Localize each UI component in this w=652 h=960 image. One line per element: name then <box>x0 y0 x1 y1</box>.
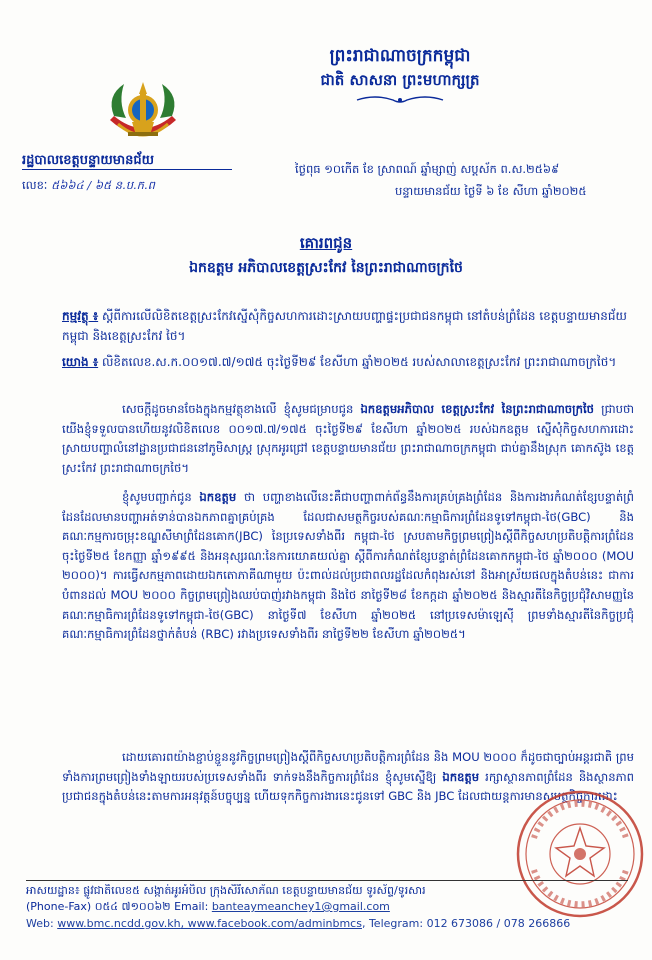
solar-date: បន្ទាយមានជ័យ ថ្ងៃទី ៦ ខែ សីហា ឆ្នាំ២០២៥ <box>395 184 587 198</box>
recipient-name: ឯកឧត្តម អភិបាលខេត្តស្រះកែវ នៃព្រះរាជាណាចក្រថៃ <box>189 260 463 276</box>
issuing-authority: រដ្ឋបាលខេត្តបន្ទាយមានជ័យ <box>22 153 155 168</box>
national-motto: ជាតិ សាសនា ព្រះមហាក្សត្រ <box>320 71 480 89</box>
footer-phone: (Phone-Fax) ០៥៤ ៧១០០៦២ <box>26 900 171 913</box>
footer-divider <box>26 880 628 881</box>
subject-text: ស្តីពីការលើលិខិតខេត្តស្រះកែវស្នើសុំកិច្ចសហការដោះស្រាយបញ្ហាផ្ទះប្រជាជនកម្ពុជា នៅតំបន់ព្រំដែន ខេត្តបន្ទាយមានជ័យ កម្ពុជា និងខេត្តស្រះកែវ ថៃ។ <box>62 309 627 343</box>
royal-arms-emblem-icon <box>104 76 182 148</box>
divider <box>22 169 232 170</box>
footer-web-label: Web: <box>26 917 54 930</box>
body-paragraph-2 <box>62 488 634 645</box>
subject-label: កម្មវត្ថុ ៖ <box>62 309 99 323</box>
reference-number <box>22 178 155 195</box>
paragraph-2-lead: ខ្ញុំសូមបញ្ជាក់ជូន <box>122 490 192 504</box>
paragraph-1-emphasis: ឯកឧត្តមអភិបាល ខេត្តស្រះកែវ នៃព្រះរាជាណាចក្រថៃ <box>360 402 595 416</box>
paragraph-3-lead: ដោយគោរពយ៉ាងខ្ជាប់ខ្ជួននូវកិច្ចព្រមព្រៀងស្តីពីកិច្ចសហប្រតិបត្តិការព្រំដែន និង MOU ២០០០ ក៏ដូចជាច្បាប់អន្តរជាតិ ព្រមទាំងការព្រមព្រៀងទាំងឡាយរបស់ប្រទេសទាំងពីរ ទាក់ទងនឹងកិច្ចការព្រំដែន ខ្ញុំសូមស្នើឱ្យ <box>62 750 634 784</box>
kingdom-heading: ព្រះរាជាណាចក្រកម្ពុជា <box>329 46 471 66</box>
reference-line-text: លិខិតលេខ.ស.ក.០០១៧.៧/១៧៥ ចុះថ្ងៃទី២៩ ខែសីហា ឆ្នាំ២០២៥ របស់សាលាខេត្តស្រះកែវ ព្រះរាជាណាចក្រថៃ។ <box>101 355 617 369</box>
footer-email-link[interactable]: banteaymeanchey1@gmail.com <box>211 900 390 913</box>
paragraph-1-lead: សេចក្តីដូចមានចែងក្នុងកម្មវត្ថុខាងលើ ខ្ញុំសូមជម្រាបជូន <box>122 402 354 416</box>
footer-contact <box>26 900 636 916</box>
paragraph-2-text: ថា បញ្ហាខាងលើនេះគឺជាបញ្ហាពាក់ព័ន្ធនឹងការគ្រប់គ្រងព្រំដែន និងការងារកំណត់ខ្សែបន្ទាត់ព្រំដែនដែលមានបញ្ហាអត់ទាន់បានឯកភាពគ្នាគ្រប់គ្រង ដែលជាសមត្ថកិច្ចរបស់គណៈកម្មាធិការព្រំដែនទូទៅកម្ពុជា-ថៃ(GBC) និងគណៈកម្មការចម្រុះខណ្ឌសីមាព្រំដែនគោក(JBC) នៃប្រទេសទាំងពីរ កម្ពុជា-ថៃ ស្របតាមកិច្ចព្រមព្រៀងស្តីពីកិច្ចសហប្រតិបត្តិការព្រំដែន ចុះថ្ងៃទី២៥ ខែកញ្ញា ឆ្នាំ១៩៩៥ និងអនុស្សរណៈនៃការយោគយល់គ្នា ស្តីពីការកំណត់ខ្សែបន្ទាត់ព្រំដែនគោកកម្ពុជា-ថៃ ឆ្នាំ២០០០ (MOU ២០០០)។ ការធ្វើសកម្មភាពដោយឯកតោភាគីណាមួយ ប៉ះពាល់ដល់ប្រជាពលរដ្ឋដែលកំពុងរស់នៅ និងអាស្រ័យផលក្នុងតំបន់នេះ ជាការបំពានដល់ MOU ២០០០ កិច្ចព្រមព្រៀងឈប់បាញ់រវាងកម្ពុជា និងថៃ នាថ្ងៃទី២៨ ខែកក្កដា ឆ្នាំ២០២៥ និងស្មារតីនៃកិច្ចប្រជុំវិសាមញ្ញនៃគណៈកម្មាធិការព្រំដែនទូទៅកម្ពុជា-ថៃ(GBC) នាថ្ងៃទី៧ ខែសីហា ឆ្នាំ២០២៥ នៅប្រទេសម៉ាឡេស៊ី ព្រមទាំងស្មារតីនៃកិច្ចប្រជុំគណៈកម្មាធិការព្រំដែនថ្នាក់តំបន់ (RBC) រវាងប្រទេសទាំងពីរ នាថ្ងៃទី២២ ខែសីហា ឆ្នាំ២០២៥។ <box>62 490 634 642</box>
footer-email-label: Email: <box>174 900 209 913</box>
footer-web <box>26 917 636 930</box>
decorative-flourish-icon <box>355 94 445 106</box>
footer-address: អាសយដ្ឋាន៖ ផ្លូវជាតិលេខ៥ សង្កាត់អូរអំបិល ក្រុងសិរីសោភ័ណ ខេត្តបន្ទាយមានជ័យ ទូរស័ព្ទ/ទូរសារ <box>26 884 426 897</box>
body-paragraph-1 <box>62 400 634 478</box>
footer-website-link[interactable]: www.bmc.ncdd.gov.kh <box>57 917 181 930</box>
salutation-title: គោរពជូន <box>299 234 353 252</box>
reference-label: លេខៈ <box>22 178 48 192</box>
paragraph-2-emphasis: ឯកឧត្តម <box>199 490 237 504</box>
paragraph-3-text: រក្សាស្ថានភាពព្រំដែន និងស្ថានភាពប្រជាជនក្នុងតំបន់នេះតាមការអនុវត្តន៍បច្ចុប្បន្ន ហើយទុកកិច្ចការងារនេះជូនទៅ GBC និង JBC ដែលជាយន្តការមានសមត្ថកិច្ចការដោះ <box>62 769 635 804</box>
lunar-date: ថ្ងៃពុធ ១០កើត ខែ ស្រាពណ៍ ឆ្នាំម្សាញ់ សប្តស័ក ព.ស.២៥៦៩ <box>295 162 560 176</box>
reference-value: ៥៦៦៤ / ៦៥ ន.ប.ក.ព <box>51 178 155 192</box>
paragraph-1-text: ជ្រាបថា យើងខ្ញុំទទួលបានហើយនូវលិខិតលេខ ០០១៧.៧/១៧៥ ចុះថ្ងៃទី២៩ ខែសីហា ឆ្នាំ២០២៥ របស់ឯកឧត្តម ស្នើសុំកិច្ចសហការដោះស្រាយបញ្ហាលំនៅដ្ឋានប្រជាជននៅភូមិសាស្រ្ត ស្រុកអូរជ្រៅ ខេត្តបន្ទាយមានជ័យ ព្រះរាជាណាចក្រកម្ពុជា ជាប់គ្នានឹងស្រុក គោកស៊ូង ខេត្តស្រះកែវ ព្រះរាជាណាចក្រថៃ។ <box>62 402 635 475</box>
subject-line <box>62 306 634 346</box>
footer-telegram: , Telegram: 012 673086 / 078 266866 <box>361 917 571 930</box>
paragraph-3-emphasis: ឯកឧត្តម <box>442 769 480 784</box>
reference-line-label: យោង ៖ <box>62 355 99 369</box>
reference-line <box>62 352 634 372</box>
footer-facebook-link[interactable]: , www.facebook.com/adminbmcs <box>180 917 362 930</box>
